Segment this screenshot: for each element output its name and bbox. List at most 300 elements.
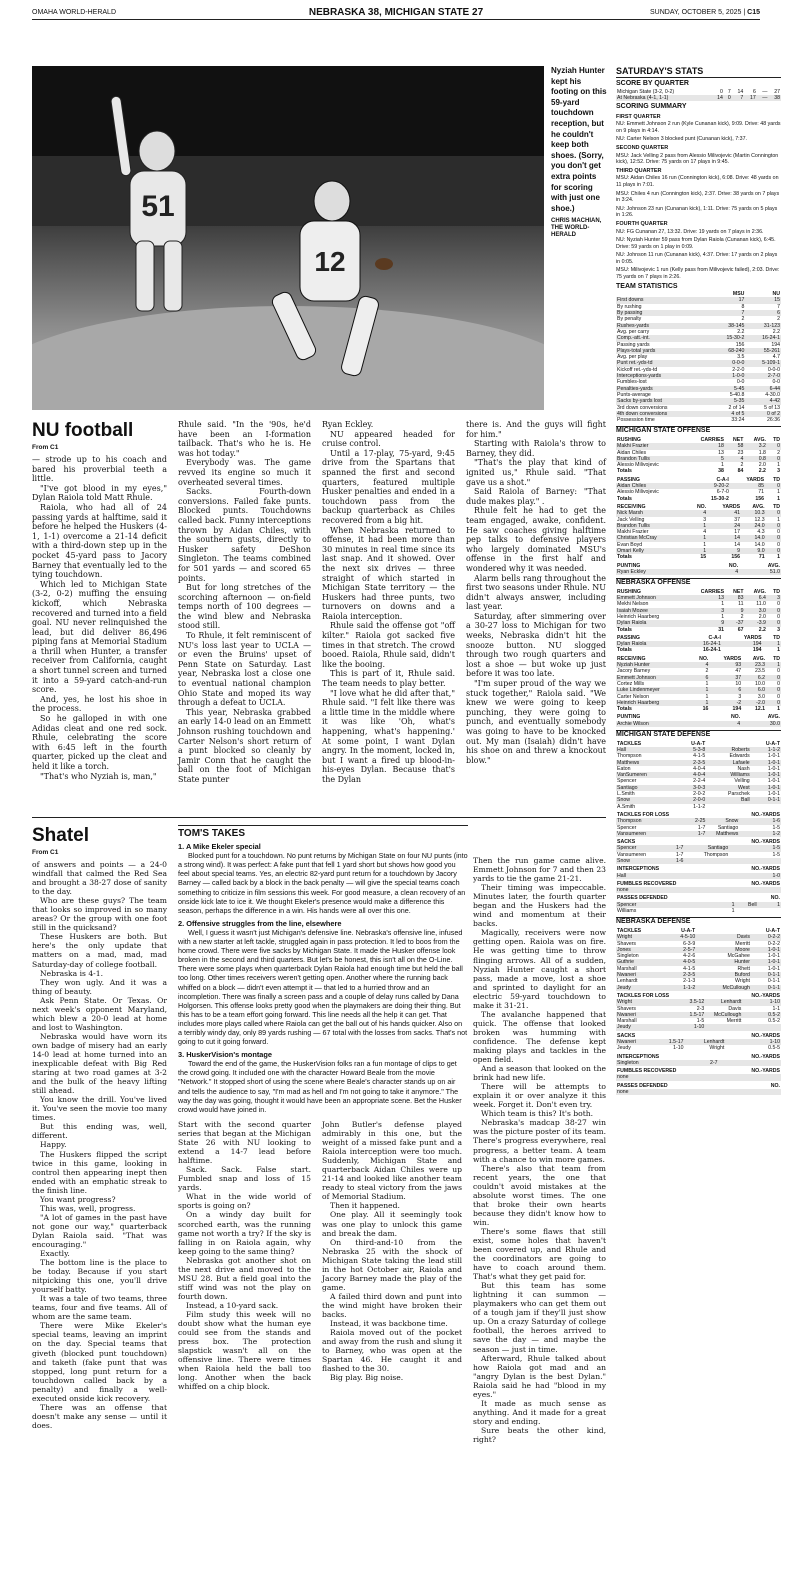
table-cell: Wright [735,978,750,985]
table-cell: 0 [766,687,781,693]
table-cell: 4-1-5 [683,965,696,972]
table-cell: 68-240 [710,348,746,354]
table-cell: NO.-YARDS [751,880,780,887]
table-cell: Archie Wilson [616,721,710,727]
table-row [616,1089,781,1095]
table-cell: 0-1-1 [751,972,781,978]
football [375,258,393,270]
table-cell: 1-0-1 [751,959,781,965]
table-cell: Santiago [717,824,739,831]
table-cell: 6.2 [742,675,766,681]
table-cell: 0 [777,614,780,620]
table-cell: 9-20-2 [694,483,730,489]
paragraph: To Rhule, it felt reminiscent of NU's loss last year to UCLA — or even the Bruins' upset of Penn State on Saturday. Last year, Nebraska lost a close one to eventual national champion Ohio State and moped its way through a defeat to UCLA. [178,631,311,708]
table-cell: 10.0 [754,680,766,687]
table-cell: 1-10 [725,1039,781,1045]
paragraph: Who are these guys? The team that looks so improved in so many areas? Or the group with one foot still in the quicksand? [32,896,167,933]
table-cell: Spencer [616,845,668,851]
page-title: NEBRASKA 38, MICHIGAN STATE 27 [308,7,484,18]
table-cell: Punt ret.-yds-td [616,360,710,366]
table-cell: RUSHING [617,436,641,443]
table-cell: 194 [722,641,763,647]
table-cell: -37 [725,620,744,626]
quarter-heading: SECOND QUARTER [616,144,669,151]
table-cell: NET [733,436,744,443]
table-cell: 1-0-1 [751,947,781,953]
table-cell: 38 [768,95,781,101]
table-cell: 23.5 [754,668,766,675]
take1-text: Blocked punt for a touchdown. No punt returns by Michigan State on four NU punts (into a strong wind). It was perfect: A fake punt that fell 1 yard short but shows how good you feel about special teams. Yes, an electric 82-yard punt return for a touchdown by Jacory Barney — called back by a block in the back penalty — will give the special teams coach something to criticize in film sessions this week. For good measure, a clean recovery of an onside kick late to ice it. We thought Ekeler's presence would make a difference this season, perhaps the difference in a win. His hands were all over this one. [178,851,468,915]
table-cell: 24.0 [741,523,766,529]
table-cell: 4 [706,569,739,575]
table-cell: 23 [737,449,744,456]
table-cell: NO.-YARDS [751,1032,780,1039]
table-cell: 4-1-5 [693,753,706,760]
story1-col1-text [32,455,167,781]
table-cell: Evan Boyd [617,541,643,548]
game-photo [32,66,544,410]
table-cell: 5 of 13 [764,404,780,411]
table-cell: NO.-YARDS [751,992,780,999]
table-cell: Christian McCray [616,535,688,541]
table-cell: 4-2-6 [683,953,696,960]
table-cell: By passing [616,310,710,316]
table-cell: 1 [725,902,735,908]
table-cell: Santiago [616,785,676,791]
table-cell: 1 [763,641,781,647]
table-cell: VanSumeren [616,772,676,778]
table-cell: 16-24-1 [745,335,781,341]
table-cell: 37 [734,516,741,523]
table-cell: 71 [758,489,765,496]
table-cell: AVG. [767,714,780,721]
take3-heading: 3. HuskerVision's montage [178,1050,273,1060]
table-cell: 1-0 [717,873,781,879]
table-cell: SACKS [617,839,636,846]
table-cell: 14 [711,95,724,101]
paragraph: Big play. Big noise. [330,1373,404,1383]
table-cell: 2.0 [758,462,766,469]
table-cell: 4 [710,721,741,727]
table-cell [729,858,781,864]
table-cell: 2.2 [737,328,745,335]
table-cell: 13 [685,595,725,601]
nu-punting [616,714,781,727]
table-cell: Comp.-att.-int. [616,335,710,341]
table-cell: Interceptions-yards [616,373,710,379]
table-cell: 1 [731,908,735,915]
table-cell: 67 [737,626,744,633]
table-cell: NO. [699,655,709,662]
table-cell: Thompson [617,753,642,760]
paragraph: Rhule said the offense got "off kilter." Raiola got sacked five times in that stretch. The crowd booed. Raiola, Rhule said, didn't like the booing. [322,621,455,669]
scoring-play: NU: Carter Nelson 3 blocked punt (Cunanan kick), 7:37. [616,136,748,143]
nu-rushing [616,589,781,633]
story2-headline: Shatel [32,825,90,846]
table-cell: Brandon Tullis [616,523,688,529]
scoring-play: MSU: Aidan Chiles 16 run (Connington kick), 6:08. Drive: 48 yards on 11 plays in 7:01. [616,175,779,188]
table-cell: 1-10 [684,1024,705,1030]
story1-headline: NU football [32,420,134,441]
table-cell: 7 [777,303,780,310]
paragraph: Then it happened. [330,1201,400,1211]
table-cell: NO.-YARDS [751,866,780,873]
table-cell: 14 [707,535,741,541]
table-cell: NU [772,291,780,298]
table-cell: 6 [745,310,781,316]
take3-text: Toward the end of the game, the HuskerVision folks ran a fun montage of clips to get the crowd going. It included one with the character Howard Beale from the movie "Network." It stopped short of using the scene where Beale's character stands up on air and tells the audience to say, "I'm mad as hell and I'm not going to take it anymore." The way the day was going, thought it would have been an appropriate scene. Bet the Husker crowd would have joined in. [178,1059,462,1114]
table-cell: 1-5 [772,851,780,858]
table-cell: 2 [741,316,745,323]
table-cell: 0 [766,700,781,706]
table-cell: 4 of 5 [710,411,746,417]
table-cell: 1.8 [758,449,766,456]
table-cell: TD [773,476,780,483]
table-cell: Totals [617,647,632,654]
table-row [616,831,781,837]
table-cell: 0 [777,529,780,536]
table-cell: 0 [767,443,781,449]
paragraph: Nebraska got another shot on the next drive and moved to the MSU 28. But a field goal into the stiff wind was not the play on fourth down. [178,1255,311,1301]
paragraph: And a season that looked on the brink had new life. [473,1064,606,1083]
table-cell: 0.5-2 [742,1012,781,1018]
table-cell: Thompson [616,818,690,824]
table-cell: 5-45 [710,386,746,392]
table-cell: Passing yards [617,341,650,348]
table-cell: 2.2 [758,468,766,475]
paragraph: Sacks. Fourth-down conversions. Failed fake punts. Blocked punts. Touchdowns called back. Funny interceptions thrown by Aidan Chiles, with the southern gusts, directly to Husker safety DeShon Singleton. The teams combined for 501 yards — and scored 65 points. [178,487,311,583]
paragraph: "That's who Nyziah is, man," [40,771,157,781]
table-cell: 3.5 [737,354,745,361]
table-row [616,721,781,727]
table-cell: 1-0-1 [767,778,780,785]
paragraph: "A lot of games in the past have not gone our way," quarterback Dylan Raiola said. "That was encouraging." [32,1212,167,1249]
table-cell: AVG. [752,503,765,510]
table-cell: Nash [737,765,750,772]
scoring-play: MSU: Milivojevic 1 run (Kelly pass from Milivojevic failed), 2:03. Drive: 75 yards on 7 plays in 2:26. [616,267,780,281]
table-cell: Shavers [617,940,637,947]
table-cell [706,804,750,810]
table-cell: 17 [734,529,741,536]
table-cell: 4-30.0 [765,391,780,398]
table-cell: Mekhi Nelson [617,601,649,608]
table-cell [728,1074,781,1080]
paragraph: Exactly. [40,1249,70,1259]
table-cell: 0-0-0 [710,360,746,366]
table-cell: Hall [616,873,708,879]
table-cell: 5-3-8 [676,747,706,753]
table-cell: Williams [706,772,750,778]
table-cell: MSU [732,291,745,298]
table-cell: 4 [725,456,744,462]
table-cell: 6.0 [742,687,766,693]
table-cell: none [616,887,721,893]
table-cell: 2.2 [772,328,780,335]
paragraph: Said Raiola of Barney: "That dude makes play." . [466,487,606,506]
table-cell: 3 [777,626,780,633]
table-cell: Cortez Mills [617,680,645,687]
table-cell [684,858,729,864]
table-cell: 156 [755,495,765,502]
table-cell: Edwards [729,753,750,760]
table-cell: 15-30-2 [710,335,746,341]
paragraph: On third-and-10 from the Nebraska 25 with the shock of Michigan State taking the lead still in the hot October air, Raiola and Jacory Barney made the play of the game. [322,1237,462,1292]
table-cell: Singleton [617,953,639,960]
paragraph: Instead, a 10-yard sack. [186,1300,279,1310]
table-cell: 0 [766,548,781,554]
table-cell: 0 [767,456,781,462]
paragraph: There were Mike Ekeler's special teams, leaving an imprint on the day. Special teams that giveth (blocked punt touchdown) and taketh (fake punt that was stopped, long punt return for a touchdown called back by a penalty) and finally a well-executed onside kick recovery. [32,1321,167,1403]
table-cell: Thompson [703,851,729,858]
table-cell: 0-0 [736,379,745,386]
team-stats-table [616,291,781,423]
table-cell: Snow [706,818,739,824]
table-row [616,873,781,879]
table-cell: 0.5-5 [768,1045,780,1052]
table-cell: 51.0 [739,569,781,575]
table-cell: 11 [738,601,744,608]
table-cell: AVG. [753,436,766,443]
story1-col3 [322,420,455,785]
jersey-number-right: 12 [314,246,346,277]
table-cell: 18 [685,443,725,449]
table-cell: 1-0-1 [767,953,780,960]
table-cell: 4th down conversions [616,411,710,417]
table-cell: McCullough [696,985,751,991]
paragraph: Happy. [40,1140,67,1150]
table-cell: 0.5-2 [768,1018,780,1025]
paragraph: The bottom line is the place to be today. Because if you start nitpicking this one, you'll drive yourself batty. [32,1258,167,1295]
table-cell: PASSING [617,476,640,483]
table-cell: 1-0-1 [767,765,780,772]
table-cell: By penalty [617,316,642,323]
paragraph: You want progress? [40,1194,116,1204]
paragraph: Start with the second quarter series that began at the Michigan State 26 with NU looking to extend a 14-7 lead before halftime. [178,1120,311,1166]
table-cell: TACKLES [617,740,642,747]
table-cell: 3.2 [744,443,767,449]
table-cell: Bell [736,902,758,908]
table-cell: RECEIVING [617,503,646,510]
nu-tackles [616,928,781,991]
table-cell: 14.0 [741,535,766,541]
table-cell: Jeudy [616,985,665,991]
table-cell: 15 [700,554,707,561]
paragraph: Starting with Raiola's throw to Barney, they did. [466,439,606,458]
photo-caption: Nyziah Hunter kept his footing on this 59-yard touchdown reception, but he couldn't keep both shoes. (Sorry, you don't get extra points for scoring with just one shoe.) CHRIS MACHIAN, THE WORLD-HERALD [551,66,607,239]
table-cell: First downs [616,297,710,303]
table-cell: 37 [709,675,742,681]
table-cell: Davis [696,934,751,940]
paragraph: But this team has some lightning it can summon — playmakers who can get them out of a tough jam if they'll just show up. On a crazy Saturday of college football, the heroes arrived to save the day — and maybe the season — just in time. [473,1281,606,1354]
table-cell: 1 [777,495,780,502]
table-cell: 3rd down conversions [617,404,668,411]
table-cell: 1 [721,614,725,620]
table-cell: Carter Nelson [617,693,650,700]
table-cell: Emmett Johnson [616,675,691,681]
quarter-heading: FIRST QUARTER [616,113,661,120]
table-cell: 1-6 [739,818,781,824]
table-cell: Merritt [726,1018,742,1025]
table-cell: 2-2-4 [693,778,706,785]
table-cell: 33:24 [731,417,745,424]
table-cell: 2 [740,462,744,469]
table-cell: 1-0-1 [767,965,780,972]
table-cell: TACKLES FOR LOSS [617,811,670,818]
table-cell: 0 [767,620,781,626]
table-cell: 6.4 [745,595,767,601]
table-cell: Williams [617,908,637,915]
table-cell: 84 [737,468,744,475]
paragraph: On a windy day built for scorched earth, was the running game not worth a try? If the sky is falling in on Raiola again, why keep going to the same thing? [178,1210,311,1256]
table-cell: — [762,88,768,95]
table-cell: 23.3 [742,662,766,668]
msu-sacks [616,839,781,864]
table-cell: Ryan Eckley [616,569,706,575]
story1-col2 [178,420,311,785]
table-cell: 1-1 [772,1005,780,1012]
story2-col2 [178,1120,311,1391]
paragraph: These Huskers are both. But here's the only update that matters on a mad, mad, mad Saturday-day of college football. [32,932,167,969]
table-cell: Spencer [617,824,637,831]
table-cell: Jacory Barney [617,668,651,675]
table-cell: 3.5-12 [684,999,705,1005]
nu-defense-title: NEBRASKA DEFENSE [616,917,781,926]
table-cell: Jeudy [616,1024,684,1030]
table-cell: INTERCEPTIONS [617,1053,660,1060]
table-cell: 31 [718,626,725,633]
table-cell: 4 [688,510,707,516]
stats-title: SATURDAY'S STATS [616,66,781,78]
table-cell: 3 [685,608,725,614]
table-cell: Makhi Frazier [617,529,649,536]
table-cell: Luke Lindenmeyer [616,687,691,693]
table-cell: Guthrie [616,959,665,965]
msu-receiving [616,504,781,561]
table-cell: 4.3 [757,529,765,536]
table-cell: 156 [731,554,741,561]
table-cell: 10.3 [741,510,766,516]
table-cell: 11.0 [756,601,766,608]
table-cell: 3 [767,595,781,601]
scoring-summary [616,114,781,281]
table-cell: Aidan Chiles [616,483,694,489]
table-row [616,569,781,575]
nu-interceptions [616,1054,781,1067]
table-cell: 2 [777,316,780,323]
table-cell [736,908,758,914]
table-cell: 9 [725,608,744,614]
table-cell: 1-0-1 [751,785,781,791]
table-cell: NO.-YARDS [751,811,780,818]
table-cell: 0 [777,601,780,608]
table-cell: 1-1-2 [665,985,697,991]
table-cell: 1 [691,700,710,706]
table-cell: 1-0-1 [767,791,780,798]
paragraph: One play. All it seemingly took was one play to unlock this game and break the dam. [322,1210,462,1238]
quarter-heading: THIRD QUARTER [616,167,662,174]
table-cell: 6-7-0 [716,489,729,496]
take2-text: Well, I guess it wasn't just Michigan's defensive line. Nebraska's offensive line, infused with a new starter at left tackle, struggled again in pass protection. It led to boos from the home crowd. There were five sacks by Michigan State. It made the Husker offense look broken in the second and third quarters. But let's be honest, this isn't all on the O-Line. There were some plays when quarterback Dylan Raiola had enough time but held the ball too long. Other times receivers weren't getting open. Another where the running back whiffed on a block — didn't even attempt it — that led to a hurried throw and an incompletion. There was finally a screen pass and a couple of delay runs called by Dana Holgorsen. This offense looks pretty good when the playmakers are doing their thing. But this has to be a team effort going forward. This line needs all the help it can get. That includes more plays called where Raiola can get the ball out of his hands quicker. Also on a terribly windy day, only 89 yards rushing — 67 total with the losses from sacks. That's not going to cut it going forward. [178,927,468,1047]
paragraph: Ryan Eckley. [322,420,374,429]
table-cell: 4-0-4 [676,772,706,778]
photo-credit: CHRIS MACHIAN, THE WORLD-HERALD [551,218,602,239]
table-cell: TD [773,634,780,641]
story2-col4 [473,856,606,1444]
table-cell: 26:36 [767,417,780,424]
table-cell: Snow [616,858,668,864]
table-cell: 31-123 [745,323,781,329]
paragraph: of answers and points — a 24-0 windfall that calmed the Red Sea and brought a 38-27 dose of sanity to the day. [32,860,167,897]
table-cell: 1 [777,489,780,496]
table-cell: 5 [685,456,725,462]
table-cell: none [616,1089,744,1095]
paragraph: Which team is this? It's both. [481,1109,594,1119]
table-cell: YARDS [723,655,742,662]
paragraph: But for long stretches of the scorching afternoon — on-field temps north of 100 degrees — the wind blew and Nebraska stood still. [178,583,311,631]
table-cell: Hunter [696,959,751,965]
paragraph: But this ending was, well, different. [32,1122,167,1141]
paragraph: And, yes, he lost his shoe in the process. [32,694,167,714]
toms-takes [178,825,468,1114]
table-cell: 2 [705,668,709,675]
story1-col4 [466,420,606,765]
paragraph: So he galloped in with one Adidas cleat and one red sock. Rhule, celebrating the score with 6:45 left in the fourth quarter, picked up the cleat and held it like a torch. [32,714,167,771]
table-cell: TACKLES [617,927,642,934]
table-cell: CARRIES [700,588,725,595]
table-cell: 1-0-1 [751,772,781,778]
score-title: SCORE BY QUARTER [616,80,689,87]
table-cell: 38-145 [710,323,746,329]
story1-col1 [32,420,167,781]
table-row [616,887,781,893]
table-cell: 2 [777,449,780,456]
table-cell: 4 [691,662,710,668]
table-row [616,908,781,914]
paragraph: Raiola, who had all of 24 passing yards at halftime, said it before he helped the Huskers (4-1, 1-1) overcome a 21-14 deficit with a third-down step up in the pocket 45-yard pass to Jacory Barney that eventually led to the tying touchdown. [32,502,167,580]
table-row [616,496,781,502]
table-cell: Spencer [616,902,725,908]
nu-sacks [616,1033,781,1052]
paragraph: You know the drill. You've lived it. You've seen the movie too many times. [32,1095,167,1123]
table-cell: 5-40.8 [729,391,745,398]
table-cell: 0-2-2 [767,940,780,947]
table-cell: Nyziah Hunter [616,662,691,668]
table-cell: 0-0 [772,379,780,386]
table-cell [754,1089,781,1095]
table-cell: 2-7 [700,1060,718,1066]
table-cell: U-A-T [765,740,780,747]
table-cell: 1-1-2 [751,747,781,753]
paragraph: John Butler's defense played admirably in this one, but the weight of a missed fake punt and a Raiola interception were too much. Suddenly, Michigan State and quarterback Aidan Chiles were up 21-14 and looked like another team ready to steal victory from the jaws of Memorial Stadium. [322,1120,462,1202]
stats-sidebar [616,66,781,1095]
table-cell: 17 [744,95,757,101]
table-cell: Totals [617,495,632,502]
table-cell: Nwaneri [616,972,665,978]
table-cell: 1-0-1 [767,753,780,760]
table-cell: 0 of 2 [745,411,781,417]
table-cell: 0 [777,668,780,675]
table-cell: Davis [728,1005,742,1012]
table-cell: Heinrich Haarberg [617,614,660,620]
score-table [616,89,781,102]
table-cell: 0 [765,483,781,489]
table-cell: 1-5 [772,824,780,831]
table-cell: 6-3-9 [683,940,696,947]
table-cell: 156 [735,341,745,348]
summary-title: SCORING SUMMARY [616,103,687,111]
table-cell: 7 [710,310,746,316]
table-cell: 7 [727,88,731,95]
